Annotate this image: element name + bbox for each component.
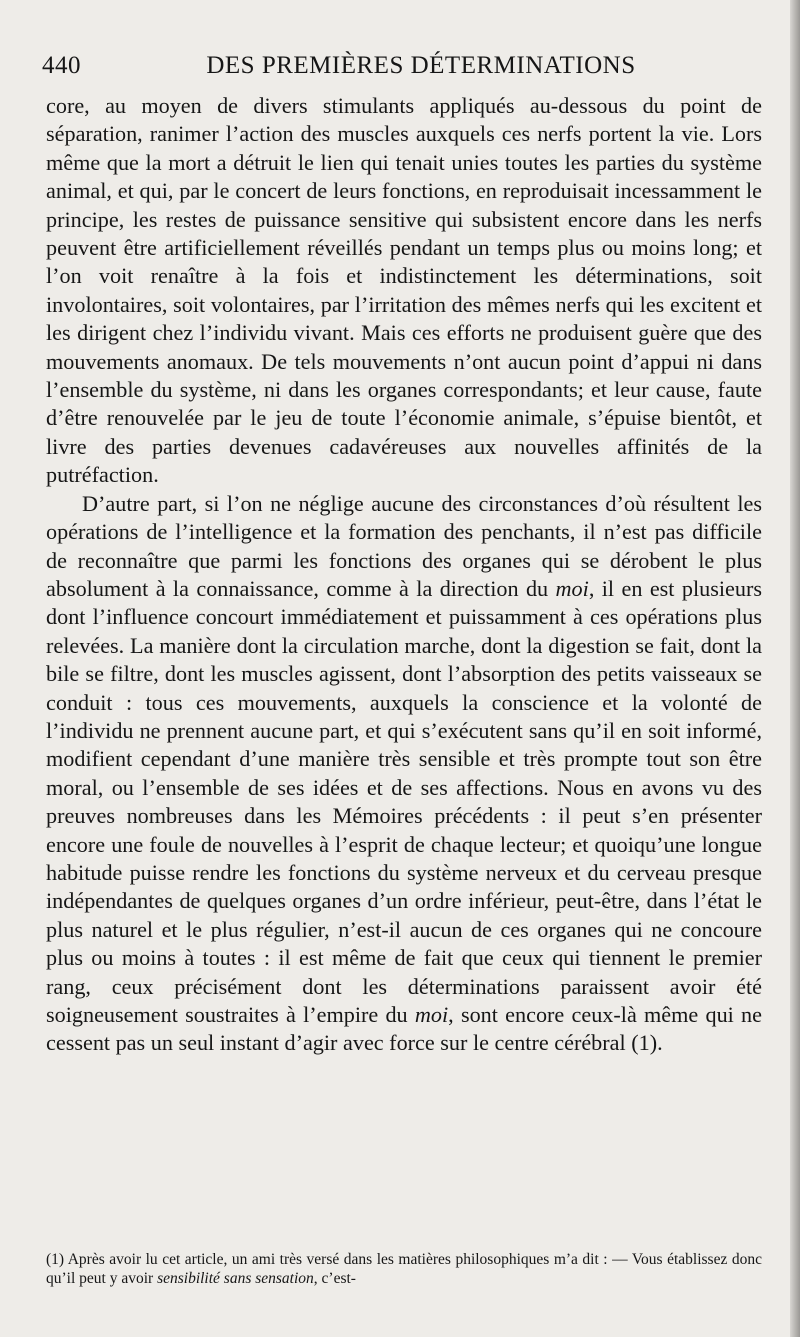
page-number: 440 [42,52,81,79]
italic-moi: moi [414,1002,449,1027]
footnote-segment: (1) Après avoir lu cet article, un ami très versé dans les matières philosophiques m’a dit : — Vous établissez donc qu’il peut y avoir [46,1251,762,1287]
text-segment: , il en est plusieurs dont l’influence concourt immédiatement et puissamment à ces opérations plus relevées. La manière dont la circulation marche, dont la digestion se fait, dont la bile se filtre, dont les muscles agissent, dont l’absorption des petits vaisseaux se conduit : tous ces mouvements, auxquels la conscience et la volonté de l’individu ne prennent aucune part, et qui s’exécutent sans qu’il en soit informé, modifient cependant d’une manière très sensible et très prompte tout son être moral, ou l’ensemble de ses idées et de ses affections. Nous en avons vu des preuves nombreuses dans les Mémoires précédents : il peut s’en présenter encore une foule de nouvelles à l’esprit de chaque lecteur; et quoiqu’une longue habitude puisse rendre les fonctions du système nerveux et du cerveau presque indépendantes de quelques organes d’un ordre inférieur, peut-être, dans l’état le plus naturel et le plus régulier, n’est-il aucun de ces organes qui ne concoure plus ou moins à toutes : il est même de fait que ceux qui tiennent le premier rang, ceux précisément dont les déterminations paraissent avoir été soigneusement soustraites à l’empire du [46,575,762,1027]
text-segment: D’autre part, si l’on ne néglige aucune des circonstances d’où résultent les opérations de l’intelligence et la formation des penchants, il n’est pas difficile de reconnaître que parmi les fonctions des organes qui se dérobent le plus absolument à la connaissance, comme à la direction du [46,490,762,601]
italic-moi: moi [555,575,589,601]
running-head: DES PREMIÈRES DÉTERMINATIONS [206,52,636,79]
page-header [42,52,760,86]
paragraph-2 [46,490,762,1058]
text-segment: , sont encore ceux-là même qui ne cessent pas un seul instant d’agir avec force sur le centre cérébral (1). [46,1002,762,1056]
footnote [46,1250,762,1288]
footnote-italic: sensibilité sans sensation [157,1270,314,1287]
text-segment: core, au moyen de divers stimulants appliqués au-dessous du point de séparation, ranimer l’action des muscles auxquels ces nerfs portent la vie. Lors même que la mort a détruit le lien qui tenait unies toutes les parties du système animal, et qui, par le concert de leurs fonctions, en reproduisait incessamment le principe, les restes de puissance sensitive qui subsistent encore dans les nerfs peuvent être artificiellement réveillés pendant un temps plus ou moins long; et l’on voit renaître à la fois et indistinctement les déterminations, soit involontaires, soit volontaires, par l’irritation des mêmes nerfs qui les excitent et les dirigent chez l’individu vivant. Mais ces efforts ne produisent guère que des mouvements anomaux. De tels mouvements n’ont aucun point d’appui ni dans l’ensemble du système, ni dans les organes correspondants; et leur cause, faute d’être renouvelée par le jeu de toute l’économie animale, s’épuise bientôt, et livre des parties devenues cadavéreuses aux nouvelles affinités de la putréfaction. [46,93,762,488]
page-edge-shadow [790,0,800,1337]
body-text [46,92,762,1058]
footnote-segment: , c’est- [313,1270,356,1287]
paragraph-1 [46,92,762,490]
